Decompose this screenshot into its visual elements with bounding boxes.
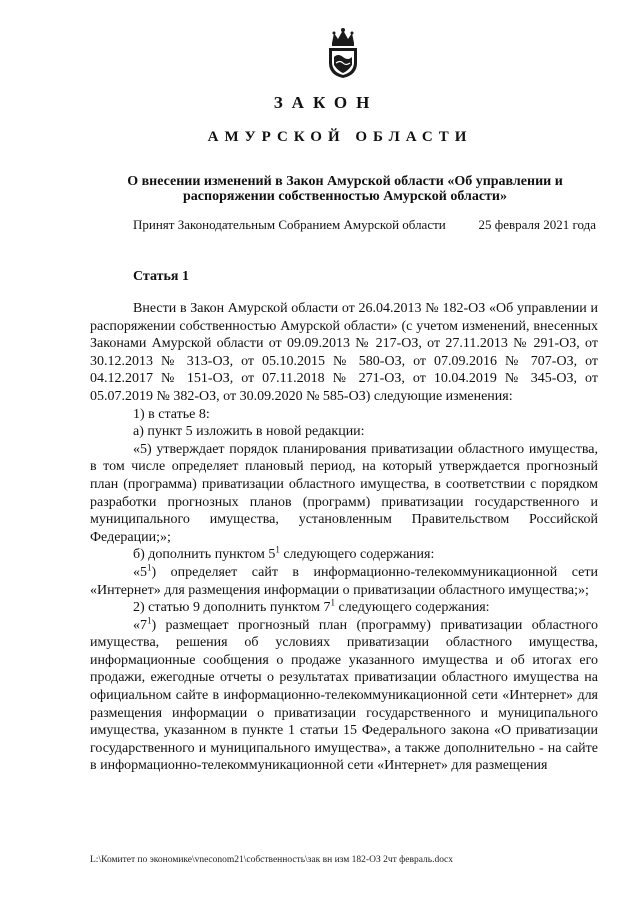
text-run: следующего содержания: bbox=[279, 547, 435, 563]
superscript: 1 bbox=[275, 544, 280, 555]
text-run: ) определяет сайт в информационно-телекоммуникационной сети «Интернет» для размещения информации о приватизации областного имущества;»; bbox=[90, 564, 598, 598]
law-subject bbox=[95, 174, 595, 204]
adoption-date: 25 февраля 2021 года bbox=[478, 217, 596, 232]
region-title: АМУРСКОЙ ОБЛАСТИ bbox=[207, 129, 473, 145]
adopted-by: Принят Законодательным Собранием Амурской области bbox=[133, 217, 446, 232]
document-title: ЗАКОН bbox=[273, 93, 379, 112]
subject-line-2: распоряжении собственностью Амурской области» bbox=[183, 189, 507, 204]
superscript: 1 bbox=[147, 615, 152, 626]
superscript: 1 bbox=[330, 597, 336, 608]
paragraph: а) пункт 5 изложить в новой редакции: bbox=[133, 424, 365, 440]
adoption-line bbox=[133, 217, 596, 233]
paragraph: «5) утверждает порядок планирования приватизации областного имущества, в том числе определяет плановый период, на который утверждается прогнозный план (программа) приватизации областного имущества, в соответствии с порядком разработки прогнозных планов (программ) приватизации государственного и муниципального имущества, установленным Правительством Российской Федерации;»; bbox=[90, 441, 598, 545]
article-body bbox=[90, 300, 598, 775]
amur-region-coat-of-arms-icon bbox=[326, 27, 360, 79]
text-run: «5 bbox=[133, 564, 147, 580]
paragraph: Внести в Закон Амурской области от 26.04.2013 № 182-ОЗ «Об управлении и распоряжении собственностью Амурской области» (с учетом изменений, внесенных Законами Амурской области от 09.09.2013 № 217-ОЗ, от 27.11.2013 № 291-ОЗ, от 30.12.2013 № 313-ОЗ, от 05.10.2015 № 580-ОЗ, от 07.09.2016 № 707-ОЗ, от 04.12.2017 № 151-ОЗ, от 07.11.2018 № 271-ОЗ, от 10.04.2019 № 345-ОЗ, от 05.07.2019 № 382-ОЗ, от 30.09.2020 № 585-ОЗ) следующие изменения: bbox=[90, 301, 598, 404]
text-run: «7 bbox=[133, 617, 147, 633]
paragraph bbox=[90, 599, 598, 617]
text-run: ) размещает прогнозный план (программу) приватизации областного имущества, решения об условиях приватизации областного имущества, информационные сообщения о продаже указанного имущества и об итогах его продажи, ежегодные отчеты о результатах приватизации областного имущества на официальном сайте в информационно-телекоммуникационной сети «Интернет» для размещения информации о приватизации государственного и муниципального имущества, указанном в пункте 1 статьи 15 Федерального закона «О приватизации государственного и муниципального имущества», а также дополнительно - на сайте в информационно-телекоммуникационной сети «Интернет» для размещения bbox=[90, 617, 598, 774]
file-path-footer: L:\Комитет по экономике\vneconom21\собственность\зак вн изм 182-ОЗ 2чт февраль.docx bbox=[90, 855, 453, 865]
subject-line-1: О внесении изменений в Закон Амурской области «Об управлении и bbox=[127, 174, 563, 189]
text-run: следующего содержания: bbox=[335, 600, 490, 616]
text-run: б) дополнить пунктом 5 bbox=[133, 547, 276, 563]
paragraph bbox=[90, 564, 598, 599]
paragraph: 1) в статье 8: bbox=[133, 406, 210, 422]
paragraph bbox=[90, 546, 598, 564]
paragraph bbox=[90, 617, 598, 775]
article-heading: Статья 1 bbox=[133, 269, 189, 284]
superscript: 1 bbox=[147, 562, 152, 573]
text-run: 2) статью 9 дополнить пунктом 7 bbox=[133, 600, 331, 616]
